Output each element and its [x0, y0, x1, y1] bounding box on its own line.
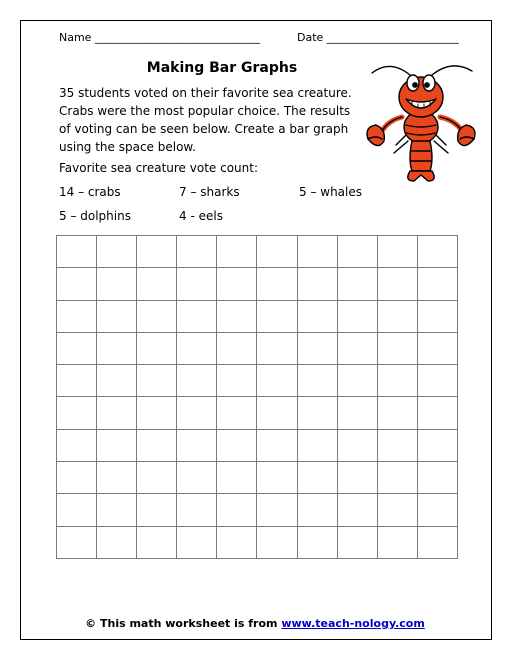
grid-cell — [97, 526, 137, 558]
grid-cell — [257, 332, 297, 364]
grid-cell — [57, 365, 97, 397]
grid-cell — [297, 462, 337, 494]
grid-cell — [57, 429, 97, 461]
grid-cell — [377, 462, 417, 494]
grid-row — [57, 526, 458, 558]
grid-cell — [177, 365, 217, 397]
grid-cell — [217, 332, 257, 364]
grid-row — [57, 462, 458, 494]
intro-paragraph — [59, 84, 369, 156]
grid-cell — [57, 268, 97, 300]
grid-cell — [337, 397, 377, 429]
grid-cell — [97, 365, 137, 397]
grid-cell — [57, 462, 97, 494]
grid-row — [57, 429, 458, 461]
date-field-label: Date ________________________ — [297, 31, 459, 44]
grid-cell — [257, 397, 297, 429]
grid-cell — [57, 494, 97, 526]
grid-cell — [137, 365, 177, 397]
grid-cell — [177, 236, 217, 268]
grid-cell — [137, 236, 177, 268]
grid-cell — [337, 332, 377, 364]
footer-credit — [0, 617, 510, 630]
vote-count-heading: Favorite sea creature vote count: — [59, 161, 258, 175]
intro-line-1: 35 students voted on their favorite sea creature. — [59, 86, 352, 100]
grid-cell — [337, 300, 377, 332]
grid-cell — [137, 494, 177, 526]
vote-count-crabs: 14 – crabs — [59, 185, 121, 199]
grid-cell — [177, 526, 217, 558]
footer-credit-text: © This math worksheet is from — [85, 617, 282, 630]
grid-cell — [417, 397, 457, 429]
grid-cell — [137, 332, 177, 364]
grid-cell — [377, 365, 417, 397]
grid-cell — [177, 332, 217, 364]
intro-line-2: Crabs were the most popular choice. The results — [59, 104, 351, 118]
grid-cell — [297, 494, 337, 526]
grid-cell — [417, 236, 457, 268]
grid-cell — [97, 300, 137, 332]
grid-cell — [417, 300, 457, 332]
intro-line-3: of voting can be seen below. Create a bar graph — [59, 122, 349, 136]
grid-row — [57, 300, 458, 332]
grid-cell — [297, 429, 337, 461]
grid-cell — [97, 494, 137, 526]
grid-cell — [217, 494, 257, 526]
grid-row — [57, 332, 458, 364]
grid-cell — [97, 332, 137, 364]
grid-cell — [377, 236, 417, 268]
grid-cell — [57, 236, 97, 268]
grid-row — [57, 236, 458, 268]
grid-row — [57, 494, 458, 526]
grid-cell — [57, 300, 97, 332]
vote-count-dolphins: 5 – dolphins — [59, 209, 131, 223]
grid-cell — [257, 300, 297, 332]
grid-cell — [297, 365, 337, 397]
grid-cell — [377, 332, 417, 364]
name-field-label: Name ______________________________ — [59, 31, 260, 44]
grid-cell — [137, 526, 177, 558]
grid-cell — [257, 429, 297, 461]
grid-row — [57, 397, 458, 429]
grid-cell — [377, 429, 417, 461]
grid-cell — [97, 268, 137, 300]
grid-cell — [137, 268, 177, 300]
grid-cell — [417, 462, 457, 494]
grid-cell — [97, 397, 137, 429]
page-title: Making Bar Graphs — [146, 60, 298, 76]
grid-cell — [177, 397, 217, 429]
grid-cell — [337, 462, 377, 494]
grid-cell — [337, 268, 377, 300]
grid-cell — [257, 365, 297, 397]
grid-cell — [417, 332, 457, 364]
bar-graph-grid — [56, 235, 458, 559]
grid-cell — [57, 332, 97, 364]
grid-cell — [257, 236, 297, 268]
grid-cell — [377, 494, 417, 526]
vote-count-whales: 5 – whales — [299, 185, 363, 199]
grid-cell — [217, 268, 257, 300]
grid-cell — [377, 268, 417, 300]
grid-cell — [297, 268, 337, 300]
teach-nology-link[interactable]: www.teach-nology.com — [281, 617, 425, 630]
grid-cell — [337, 494, 377, 526]
grid-cell — [417, 494, 457, 526]
grid-cell — [57, 526, 97, 558]
grid-cell — [97, 429, 137, 461]
grid-cell — [177, 300, 217, 332]
grid-cell — [417, 268, 457, 300]
grid-cell — [177, 268, 217, 300]
grid-cell — [337, 236, 377, 268]
grid-cell — [97, 462, 137, 494]
grid-cell — [57, 397, 97, 429]
grid-cell — [137, 462, 177, 494]
grid-cell — [257, 268, 297, 300]
grid-cell — [177, 429, 217, 461]
grid-cell — [137, 429, 177, 461]
vote-count-sharks: 7 – sharks — [179, 185, 240, 199]
grid-cell — [217, 300, 257, 332]
grid-cell — [297, 526, 337, 558]
grid-cell — [177, 494, 217, 526]
grid-cell — [297, 397, 337, 429]
grid-cell — [337, 429, 377, 461]
grid-cell — [297, 300, 337, 332]
grid-cell — [97, 236, 137, 268]
grid-cell — [257, 526, 297, 558]
grid-cell — [217, 526, 257, 558]
grid-cell — [297, 236, 337, 268]
grid-cell — [217, 429, 257, 461]
grid-cell — [337, 365, 377, 397]
grid-row — [57, 268, 458, 300]
grid-cell — [217, 236, 257, 268]
grid-cell — [177, 462, 217, 494]
grid-cell — [297, 332, 337, 364]
grid-cell — [217, 397, 257, 429]
grid-cell — [137, 397, 177, 429]
grid-row — [57, 365, 458, 397]
grid-cell — [417, 526, 457, 558]
grid-cell — [337, 526, 377, 558]
grid-cell — [217, 462, 257, 494]
grid-cell — [377, 526, 417, 558]
intro-line-4: using the space below. — [59, 140, 196, 154]
grid-cell — [377, 300, 417, 332]
grid-cell — [377, 397, 417, 429]
grid-cell — [417, 365, 457, 397]
cartoon-lobster-icon — [360, 55, 482, 185]
grid-cell — [217, 365, 257, 397]
grid-cell — [257, 494, 297, 526]
vote-count-eels: 4 - eels — [179, 209, 223, 223]
grid-cell — [137, 300, 177, 332]
grid-cell — [417, 429, 457, 461]
grid-cell — [257, 462, 297, 494]
